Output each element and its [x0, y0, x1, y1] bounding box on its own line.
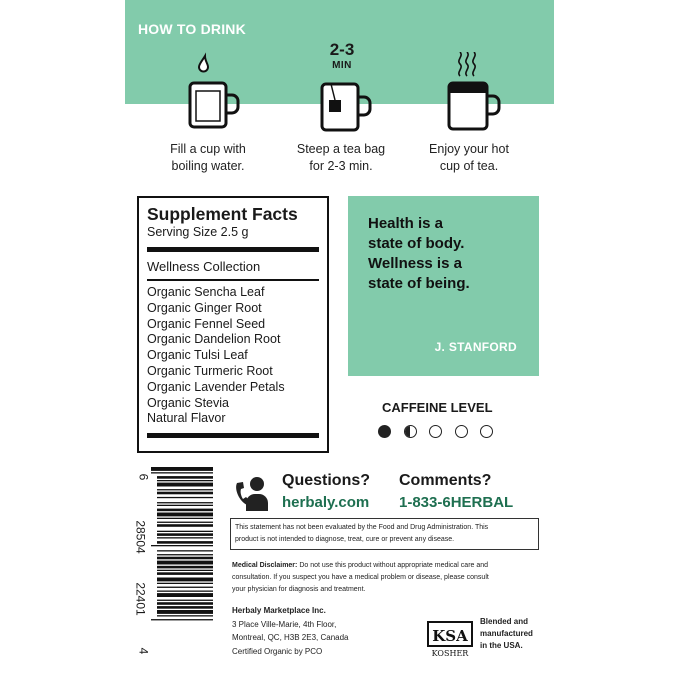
quote-author: J. STANFORD	[434, 340, 517, 354]
disclaimer-line-2: consultation. If you suspect you have a medical problem or disease, please consult	[232, 574, 489, 581]
cup-with-drop-icon	[186, 50, 244, 132]
caffeine-dot	[429, 425, 442, 438]
disclaimer-text-1: Do not use this product without appropriate medical care and	[297, 562, 489, 569]
barcode-bar	[151, 467, 213, 471]
kosher-certification-logo	[426, 620, 476, 658]
hot-cup-icon	[446, 52, 504, 134]
ingredient-item: Organic Turmeric Root	[147, 363, 273, 378]
barcode-bar	[157, 591, 213, 592]
barcode-bar	[157, 505, 213, 506]
origin-line-2: manufactured	[480, 629, 533, 638]
supplement-facts-title: Supplement Facts	[147, 204, 298, 224]
step-3-text	[420, 141, 518, 175]
barcode-bar	[157, 554, 213, 555]
medical-disclaimer	[232, 560, 538, 596]
barcode-bar	[157, 541, 213, 544]
phone-number[interactable]: 1-833-6HERBAL	[399, 494, 514, 511]
barcode-bar	[157, 578, 213, 582]
barcode-bar	[157, 557, 213, 560]
step-2-line1: Steep a tea bag	[296, 142, 386, 156]
barcode-bar	[157, 480, 213, 481]
barcode-bar	[157, 509, 213, 512]
barcode-bar	[157, 502, 213, 503]
barcode-bar	[157, 561, 213, 565]
supplement-facts-panel	[137, 196, 329, 453]
barcode-digit: 4	[136, 647, 151, 655]
quote-line-4: state of being.	[368, 275, 470, 292]
barcode-bar	[157, 533, 213, 536]
barcode-bar	[157, 593, 213, 597]
collection-name: Wellness Collection	[147, 259, 261, 274]
kosher-label: KOSHER	[431, 649, 469, 658]
barcode-bar	[157, 550, 213, 551]
ingredient-item: Organic Ginger Root	[147, 300, 262, 315]
barcode-bar	[157, 537, 213, 538]
step-3-line1: Enjoy your hot	[429, 142, 509, 156]
barcode-bar	[157, 513, 213, 517]
company-address-2: Montreal, QC, H3B 2E3, Canada	[232, 633, 349, 642]
caffeine-dot	[480, 425, 493, 438]
company-name: Herbaly Marketplace Inc.	[232, 606, 326, 615]
barcode-bar	[151, 472, 213, 473]
barcode-bar	[157, 476, 213, 479]
barcode-bar	[157, 606, 213, 609]
barcode-bar	[157, 570, 213, 571]
cup-with-tea-bag-icon	[319, 80, 377, 135]
barcode-digit: 6	[136, 473, 151, 481]
barcode-bar	[157, 489, 213, 490]
disclaimer-line-1	[232, 560, 538, 572]
quote-box	[348, 196, 539, 376]
step-1-line1: Fill a cup with	[170, 142, 246, 156]
barcode-bar	[157, 566, 213, 569]
how-to-drink-title: HOW TO DRINK	[138, 21, 246, 37]
barcode-bar	[157, 492, 213, 495]
fda-line-1: This statement has not been evaluated by the Food and Drug Administration. This	[235, 524, 489, 531]
barcode-bar	[157, 524, 213, 527]
barcode	[137, 467, 213, 662]
company-address-1: 3 Place Ville-Marie, 4th Floor,	[232, 619, 337, 629]
steep-time-value: 2-3	[329, 40, 355, 59]
barcode-bar	[157, 497, 213, 498]
origin-statement	[480, 616, 545, 652]
fda-statement	[230, 518, 539, 550]
step-2-line2: for 2-3 min.	[309, 159, 373, 173]
step-2-text	[290, 141, 392, 175]
questions-heading: Questions?	[282, 472, 371, 489]
facts-divider-thick	[147, 247, 319, 252]
origin-line-3: in the USA.	[480, 641, 523, 650]
barcode-bar	[157, 531, 213, 532]
barcode-bar	[157, 518, 213, 519]
company-info	[232, 604, 392, 658]
step-1-line2: boiling water.	[171, 159, 245, 173]
disclaimer-line-3: your physician for diagnosis and treatment.	[232, 586, 366, 593]
barcode-bar	[157, 522, 213, 523]
caffeine-level-label: CAFFEINE LEVEL	[382, 400, 493, 415]
quote-line-2: state of body.	[368, 235, 465, 252]
ingredient-item: Organic Tulsi Leaf	[147, 348, 248, 363]
barcode-bar	[151, 619, 213, 620]
website-link[interactable]: herbaly.com	[282, 494, 370, 511]
kosher-logo-text: KSA	[432, 627, 468, 645]
barcode-bar	[157, 602, 213, 605]
ingredient-item: Organic Stevia	[147, 395, 229, 410]
caffeine-dot	[404, 425, 417, 438]
barcode-bar	[151, 545, 213, 546]
facts-divider-thin	[147, 279, 319, 281]
barcode-bar	[157, 600, 213, 601]
serving-size: Serving Size 2.5 g	[147, 225, 249, 239]
barcode-bar	[157, 572, 213, 575]
fda-line-2: product is not intended to diagnose, treat, cure or prevent any disease.	[235, 536, 455, 543]
comments-heading: Comments?	[399, 472, 492, 489]
barcode-bar	[157, 483, 213, 487]
barcode-bar	[157, 615, 213, 616]
barcode-bar	[157, 610, 213, 614]
phone-support-icon	[233, 475, 273, 513]
steep-time-unit: MIN	[332, 60, 352, 71]
step-3-line2: cup of tea.	[439, 159, 499, 173]
facts-divider-bottom	[147, 433, 319, 438]
ingredient-item: Organic Fennel Seed	[147, 316, 266, 331]
disclaimer-label: Medical Disclaimer:	[232, 562, 298, 569]
barcode-bar	[157, 587, 213, 588]
quote-line-1: Health is a	[368, 215, 444, 232]
ingredient-item: Organic Sencha Leaf	[147, 285, 265, 299]
ingredient-item: Natural Flavor	[147, 411, 226, 426]
step-1-text	[160, 141, 256, 175]
quote-text	[368, 214, 528, 294]
certification: Certified Organic by PCO	[232, 646, 323, 656]
quote-line-3: Wellness is a	[368, 255, 462, 272]
ingredient-item: Organic Lavender Petals	[147, 379, 285, 394]
barcode-digit: 22401	[133, 582, 148, 616]
caffeine-dot	[455, 425, 468, 438]
ingredient-item: Organic Dandelion Root	[147, 332, 281, 347]
barcode-bar	[157, 583, 213, 584]
origin-line-1: Blended and	[480, 617, 529, 626]
caffeine-dot	[378, 425, 391, 438]
barcode-digit: 28504	[133, 520, 148, 554]
